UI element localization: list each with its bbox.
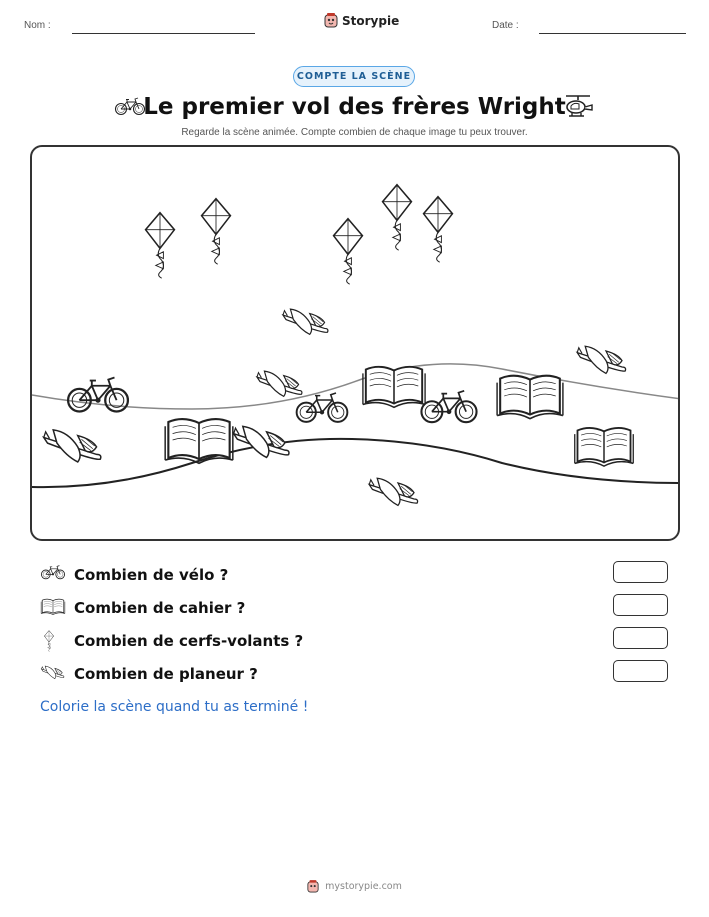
date-line[interactable] bbox=[539, 33, 686, 34]
book-1 bbox=[363, 367, 425, 408]
bicycle-3 bbox=[421, 391, 476, 422]
question-row bbox=[40, 630, 670, 654]
page-title: Le premier vol des frères Wright bbox=[143, 94, 566, 120]
glider-icon bbox=[40, 663, 66, 681]
book-2 bbox=[497, 376, 563, 419]
instructions: Regarde la scène animée. Compte combien de chaque image tu peux trouver. bbox=[181, 127, 528, 138]
kite-3 bbox=[334, 219, 363, 284]
question-text: Combien de cerfs-volants ? bbox=[74, 632, 304, 650]
answer-box-glider[interactable] bbox=[613, 660, 668, 682]
helicopter-icon bbox=[562, 92, 594, 120]
question-text: Combien de cahier ? bbox=[74, 599, 246, 617]
glider-4 bbox=[44, 430, 101, 462]
hill-line-back bbox=[32, 364, 680, 409]
bicycle-2 bbox=[297, 393, 348, 422]
storypie-mascot-icon bbox=[307, 880, 319, 893]
glider-6 bbox=[369, 478, 417, 505]
brand-name: Storypie bbox=[342, 13, 400, 28]
book-4 bbox=[575, 428, 634, 466]
kite-4 bbox=[383, 185, 412, 250]
kite-2 bbox=[202, 199, 231, 264]
activity-badge: COMPTE LA SCÈNE bbox=[293, 66, 415, 87]
footer-url[interactable]: mystorypie.com bbox=[325, 881, 402, 892]
name-line[interactable] bbox=[72, 33, 255, 34]
glider-2 bbox=[577, 346, 625, 373]
coloring-scene bbox=[30, 145, 680, 541]
glider-1 bbox=[283, 309, 328, 334]
question-text: Combien de vélo ? bbox=[74, 566, 229, 584]
name-label: Nom : bbox=[24, 20, 51, 31]
glider-5 bbox=[234, 426, 289, 457]
kite-1 bbox=[146, 213, 175, 278]
kite-icon bbox=[42, 630, 56, 652]
scene-illustration bbox=[32, 147, 680, 541]
footer bbox=[0, 880, 709, 893]
book-3 bbox=[165, 419, 233, 463]
glider-3 bbox=[257, 371, 302, 396]
kite-5 bbox=[424, 197, 453, 262]
storypie-mascot-icon bbox=[324, 13, 338, 28]
answer-box-kite[interactable] bbox=[613, 627, 668, 649]
answer-box-bicycle[interactable] bbox=[613, 561, 668, 583]
question-row bbox=[40, 663, 670, 687]
bicycle-icon bbox=[40, 564, 66, 580]
answer-box-book[interactable] bbox=[613, 594, 668, 616]
closing-instruction: Colorie la scène quand tu as terminé ! bbox=[40, 699, 309, 715]
question-row bbox=[40, 597, 670, 621]
question-text: Combien de planeur ? bbox=[74, 665, 258, 683]
book-icon bbox=[40, 597, 66, 616]
brand-logo bbox=[324, 13, 399, 28]
question-row bbox=[40, 564, 670, 588]
date-label: Date : bbox=[492, 20, 519, 31]
